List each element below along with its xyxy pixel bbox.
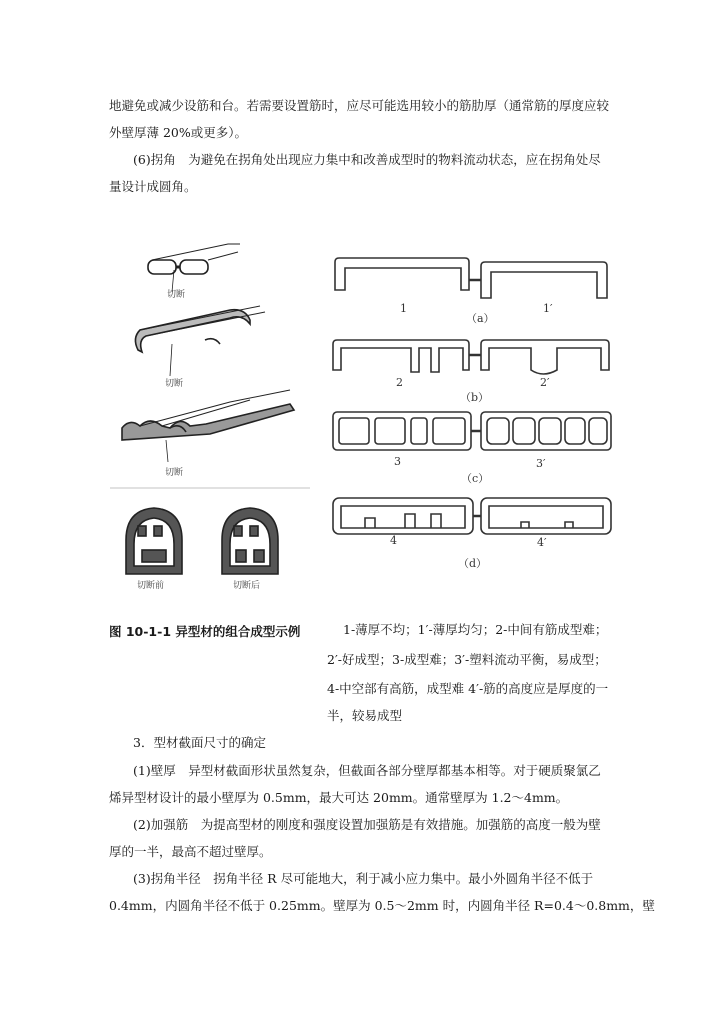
left-label-2: 切断: [165, 379, 184, 389]
left-label-1: 切断: [167, 290, 186, 300]
figure-caption-title: 图 10-1-1 异型材的组合成型示例: [109, 624, 301, 639]
s3-p3-line-1: (3)拐角半径 拐角半径 R 尽可能地大，利于减小应力集中。最小外圆角半径不低于: [133, 871, 594, 886]
left-label-3: 切断: [165, 468, 184, 478]
caption-line-1: 1-薄厚不均；1′-薄厚均匀；2-中间有筋成型难；: [343, 622, 608, 637]
s3-p2-line-1: (2)加强筋 为提高型材的刚度和强度设置加强筋是有效措施。加强筋的高度一般为壁: [133, 817, 601, 832]
section-heading: 3．型材截面尺寸的确定: [133, 735, 266, 750]
right-profile-drawings: [325, 250, 625, 580]
fig-b-tag: （b）: [460, 391, 490, 404]
s3-p2-line-2: 厚的一半，最高不超过壁厚。: [109, 844, 272, 859]
fig-b-num-1: 2: [396, 376, 403, 389]
fig-a-num-2: 1′: [543, 302, 553, 315]
left-label-5: 切断后: [233, 581, 261, 591]
s3-p1-line-2: 烯异型材设计的最小壁厚为 0.5mm，最大可达 20mm。通常壁厚为 1.2～4mm。: [109, 790, 569, 805]
s3-p1-line-1: (1)壁厚 异型材截面形状虽然复杂，但截面各部分壁厚都基本相等。对于硬质聚氯乙: [133, 763, 601, 778]
intro-line-1: 地避免或减少设筋和台。若需要设置筋时，应尽可能选用较小的筋肋厚（通常筋的厚度应较: [109, 98, 610, 113]
caption-line-4: 半，较易成型: [327, 708, 403, 723]
s3-p3-line-2: 0.4mm，内圆角半径不低于 0.25mm。壁厚为 0.5～2mm 时，内圆角半径 R=0.4～0.8mm，壁: [109, 898, 655, 913]
fig-b-num-2: 2′: [540, 376, 550, 389]
fig-c-num-2: 3′: [536, 457, 546, 470]
fig-a-num-1: 1: [400, 302, 407, 315]
intro-line-2: 外壁厚薄 20%或更多）。: [109, 125, 248, 140]
fig-a-tag: （a）: [466, 312, 495, 325]
fig-c-num-1: 3: [394, 455, 401, 468]
left-profile-drawings: [110, 240, 310, 600]
fig-d-num-2: 4′: [537, 536, 547, 549]
caption-line-3: 4-中空部有高筋，成型难 4′-筋的高度应是厚度的一: [327, 681, 609, 696]
left-label-4: 切断前: [137, 581, 165, 591]
fig-c-tag: （c）: [461, 472, 490, 485]
p6-line-2: 量设计成圆角。: [109, 179, 197, 194]
fig-d-tag: （d）: [458, 557, 488, 570]
p6-line-1: (6)拐角 为避免在拐角处出现应力集中和改善成型时的物料流动状态，应在拐角处尽: [133, 152, 601, 167]
fig-d-num-1: 4: [390, 534, 397, 547]
caption-line-2: 2′-好成型；3-成型难；3′-塑料流动平衡，易成型；: [327, 652, 607, 667]
